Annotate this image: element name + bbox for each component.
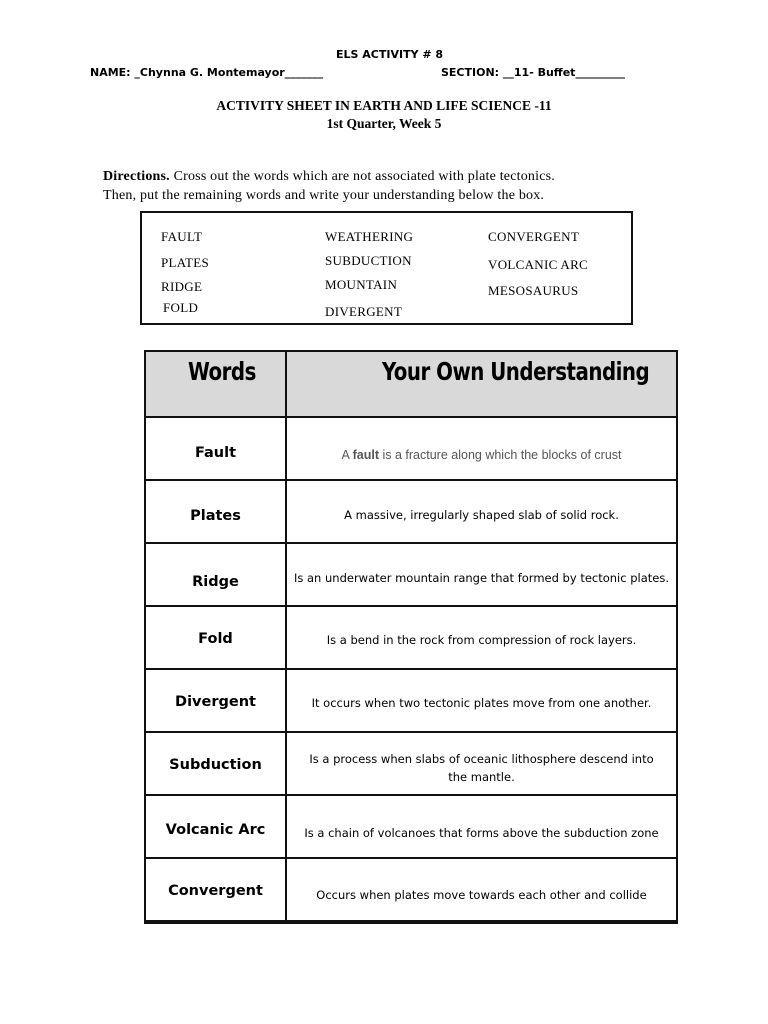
term-cell: Ridge	[192, 574, 239, 590]
directions-line-1	[103, 169, 555, 185]
word-bank-box	[140, 211, 633, 325]
table-header	[146, 352, 676, 418]
table-row	[146, 859, 676, 922]
header-understanding: Your Own Understanding	[382, 358, 650, 387]
definition-cell: Is a process when slabs of oceanic lithosphere descend into the mantle.	[309, 752, 654, 784]
definition-cell: Occurs when plates move towards each other and collide	[316, 888, 647, 902]
term-cell: Convergent	[168, 883, 263, 899]
definition-cell: Is a bend in the rock from compression of rock layers.	[326, 633, 637, 647]
term-cell: Fault	[194, 445, 237, 461]
table-row	[146, 607, 676, 670]
section-line: SECTION: __11- Buffet_________	[441, 66, 625, 79]
table-row	[146, 544, 676, 607]
directions-line-2: Then, put the remaining words and write your understanding below the box.	[103, 188, 545, 203]
definition-cell: A massive, irregularly shaped slab of solid rock.	[344, 508, 619, 522]
term-cell: Plates	[190, 508, 241, 524]
term-cell: Volcanic Arc	[165, 822, 266, 838]
header-words: Words	[188, 358, 256, 387]
word-bank-item: PLATES	[161, 255, 210, 270]
definition-cell: Is a chain of volcanoes that forms above the subduction zone	[304, 826, 659, 840]
definition-cell: A fault is a fracture along which the blocks of crust	[341, 448, 622, 462]
directions-text-1: Cross out the words which are not associated with plate tectonics.	[169, 169, 555, 184]
term-cell: Subduction	[169, 757, 262, 773]
table-row	[146, 481, 676, 544]
word-bank-item: DIVERGENT	[325, 304, 403, 319]
table-row	[146, 418, 676, 481]
term-cell: Fold	[198, 631, 233, 647]
table-row	[146, 796, 676, 859]
page-title: ACTIVITY SHEET IN EARTH AND LIFE SCIENCE -11	[216, 98, 552, 113]
directions-label: Directions.	[103, 169, 170, 184]
student-name-line: NAME: _Chynna G. Montemayor_______	[90, 66, 324, 79]
definition-cell: Is an underwater mountain range that formed by tectonic plates.	[293, 571, 670, 585]
word-bank-item: VOLCANIC ARC	[488, 257, 589, 272]
word-bank-item: FOLD	[163, 300, 199, 315]
column-divider	[285, 352, 287, 922]
term-cell: Divergent	[175, 694, 256, 710]
word-bank-item: MESOSAURUS	[488, 283, 579, 298]
word-bank-item: SUBDUCTION	[325, 253, 412, 268]
definition-cell: It occurs when two tectonic plates move from one another.	[311, 696, 652, 710]
activity-number: ELS ACTIVITY # 8	[336, 48, 444, 61]
word-bank-item: MOUNTAIN	[325, 277, 398, 292]
table-row	[146, 733, 676, 796]
word-bank-item: FAULT	[161, 229, 203, 244]
word-bank-item: WEATHERING	[325, 229, 414, 244]
table-row	[146, 670, 676, 733]
page-subtitle: 1st Quarter, Week 5	[326, 116, 442, 131]
understanding-table	[144, 350, 678, 924]
word-bank-item: RIDGE	[161, 279, 203, 294]
word-bank-item: CONVERGENT	[488, 229, 580, 244]
